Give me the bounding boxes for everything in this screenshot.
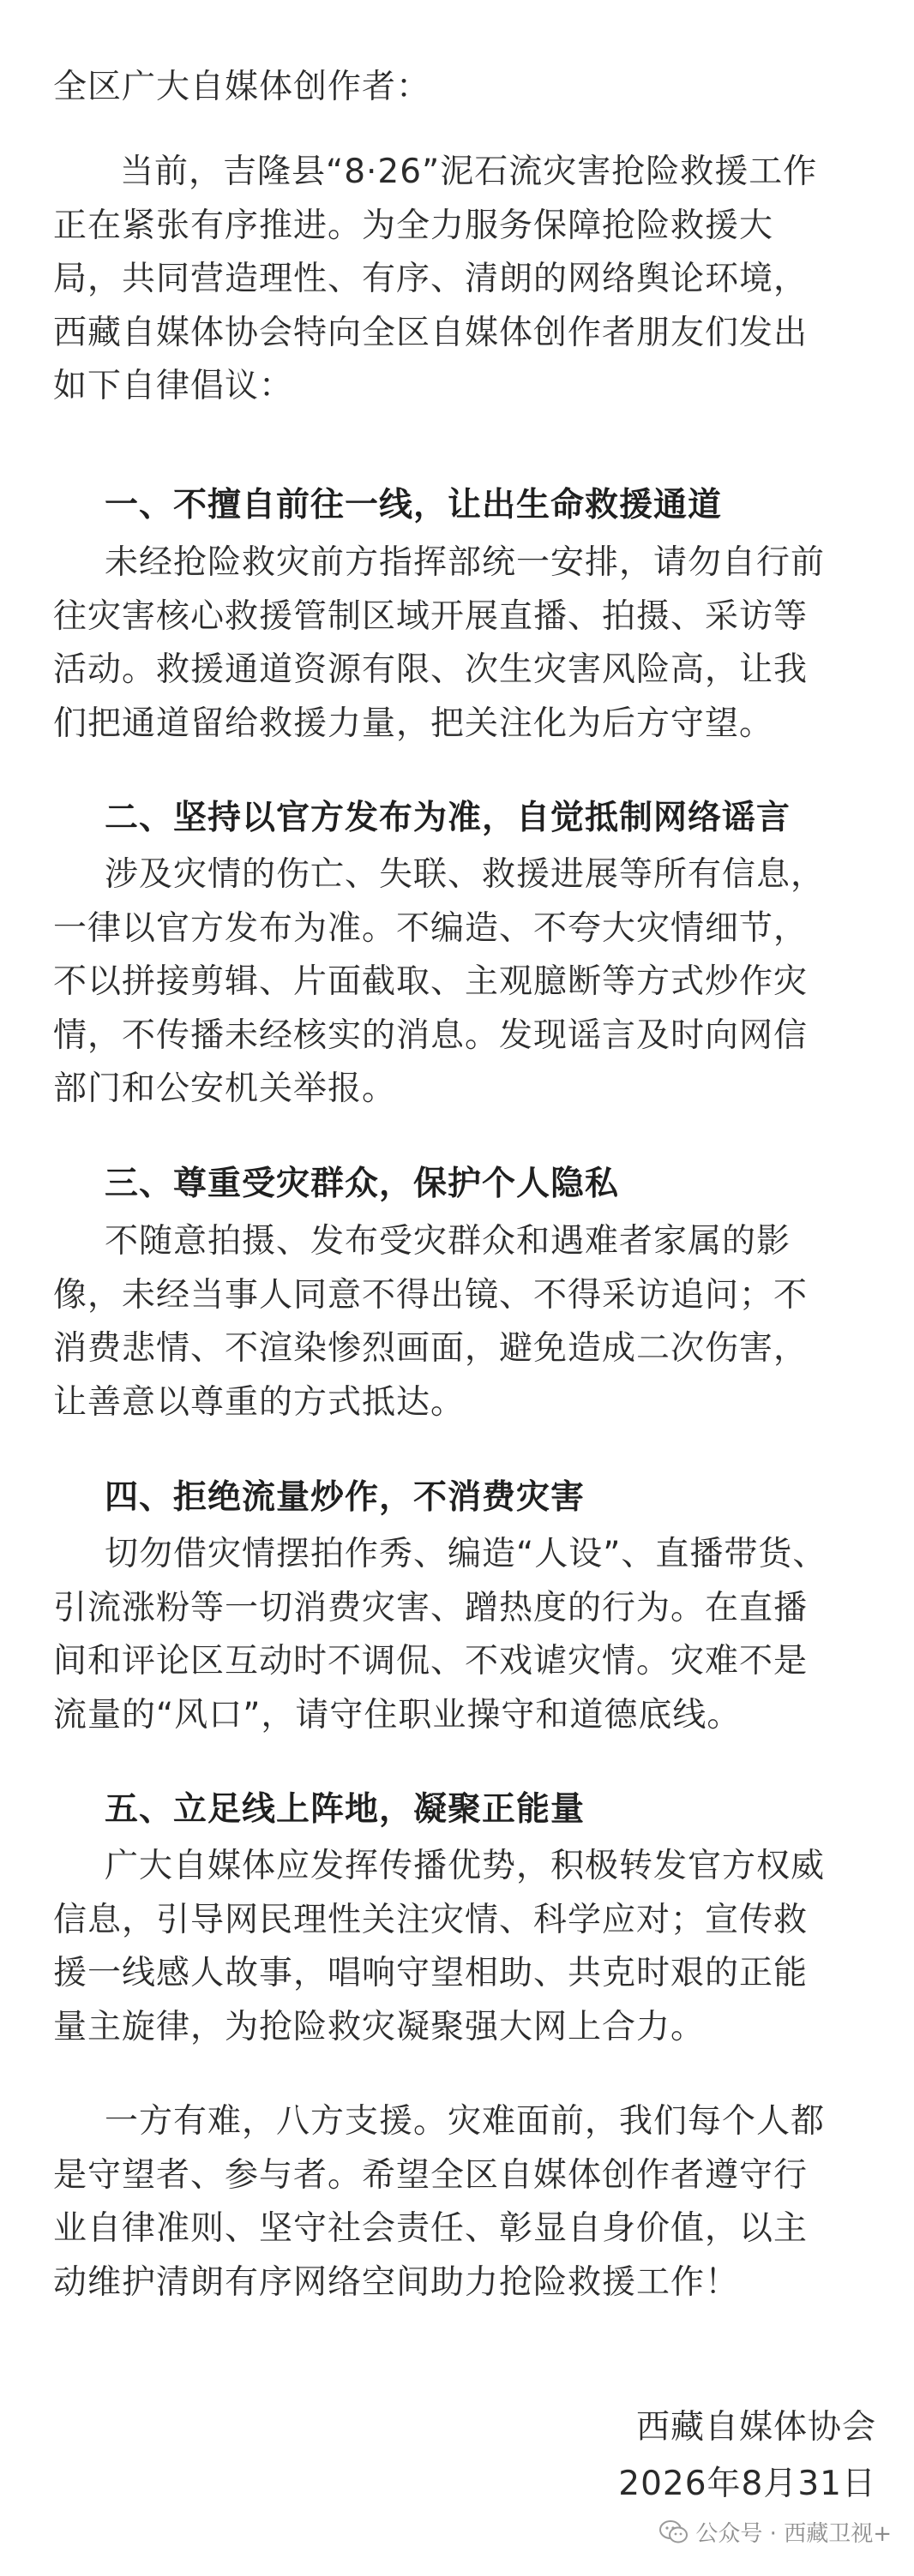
intro-line: 如下自律倡议： xyxy=(53,367,294,405)
section-1-heading: 一、不擅自前往一线，让出生命救援通道 xyxy=(105,486,723,524)
section-3-body xyxy=(53,1215,868,1429)
section-2-heading: 二、坚持以官方发布为准，自觉抵制网络谣言 xyxy=(105,799,791,837)
section-line: 广大自媒体应发挥传播优势，积极转发官方权威 xyxy=(105,1847,826,1885)
intro-line: 当前，吉隆县“8·26”泥石流灾害抢险救援工作 xyxy=(120,153,818,191)
section-line: 部门和公安机关举报。 xyxy=(53,1069,397,1108)
section-line: 们把通道留给救援力量，把关注化为后方守望。 xyxy=(53,704,774,743)
section-5-body xyxy=(53,1840,868,2054)
source-watermark xyxy=(659,2516,892,2548)
watermark-text: 公众号 · 西藏卫视+ xyxy=(695,2521,892,2547)
section-5-heading: 五、立足线上阵地，凝聚正能量 xyxy=(105,1790,586,1829)
closing-line: 动维护清朗有序网络空间助力抢险救援工作！ xyxy=(53,2262,740,2302)
section-line: 消费悲情、不渲染惨烈画面，避免造成二次伤害， xyxy=(53,1329,809,1368)
section-line: 未经抢险救灾前方指挥部统一安排，请勿自行前 xyxy=(105,543,826,582)
section-line: 援一线感人故事，唱响守望相助、共克时艰的正能 xyxy=(53,1954,809,1992)
signature-org: 西藏自媒体协会 xyxy=(635,2408,876,2447)
section-line: 间和评论区互动时不调侃、不戏谑灾情。灾难不是 xyxy=(53,1642,809,1680)
section-2-body xyxy=(53,848,868,1117)
salutation: 全区广大自媒体创作者： xyxy=(53,68,431,106)
intro-paragraph xyxy=(53,146,868,414)
section-line: 涉及灾情的伤亡、失联、救援进展等所有信息， xyxy=(105,855,826,894)
closing-paragraph xyxy=(53,2095,868,2309)
section-line: 引流涨粉等一切消费灾害、蹭热度的行为。在直播 xyxy=(53,1588,809,1627)
closing-line: 一方有难，八方支援。灾难面前，我们每个人都 xyxy=(105,2102,826,2141)
section-line: 像，未经当事人同意不得出镜、不得采访追问；不 xyxy=(53,1275,809,1315)
closing-line: 业自律准则、坚守社会责任、彰显自身价值，以主 xyxy=(53,2209,809,2248)
section-1-body xyxy=(53,536,868,751)
intro-line: 西藏自媒体协会特向全区自媒体创作者朋友们发出 xyxy=(53,313,809,352)
section-line: 情，不传播未经核实的消息。发现谣言及时向网信 xyxy=(53,1015,809,1055)
section-line: 让善意以尊重的方式抵达。 xyxy=(53,1382,466,1422)
section-line: 往灾害核心救援管制区域开展直播、拍摄、采访等 xyxy=(53,596,809,636)
section-4-body xyxy=(53,1528,868,1742)
intro-line: 局，共同营造理性、有序、清朗的网络舆论环境， xyxy=(53,260,809,298)
section-line: 信息，引导网民理性关注灾情、科学应对；宣传救 xyxy=(53,1900,809,1939)
section-line: 流量的“风口”，请守住职业操守和道德底线。 xyxy=(53,1695,742,1734)
closing-line: 是守望者、参与者。希望全区自媒体创作者遵守行 xyxy=(53,2155,809,2195)
section-line: 不以拼接剪辑、片面截取、主观臆断等方式炒作灾 xyxy=(53,962,809,1001)
signature-date: 2026年8月31日 xyxy=(618,2465,876,2503)
intro-line: 正在紧张有序推进。为全力服务保障抢险救援大 xyxy=(53,206,774,245)
section-line: 一律以官方发布为准。不编造、不夸大灾情细节， xyxy=(53,908,809,948)
section-3-heading: 三、尊重受灾群众，保护个人隐私 xyxy=(105,1165,620,1203)
wechat-icon xyxy=(659,2519,689,2545)
section-line: 切勿借灾情摆拍作秀、编造“人设”、直播带货、 xyxy=(105,1535,827,1573)
section-line: 活动。救援通道资源有限、次生灾害风险高，让我 xyxy=(53,650,809,689)
section-4-heading: 四、拒绝流量炒作，不消费灾害 xyxy=(105,1478,586,1517)
section-line: 不随意拍摄、发布受灾群众和遇难者家属的影 xyxy=(105,1222,791,1261)
section-line: 量主旋律，为抢险救灾凝聚强大网上合力。 xyxy=(53,2007,706,2046)
